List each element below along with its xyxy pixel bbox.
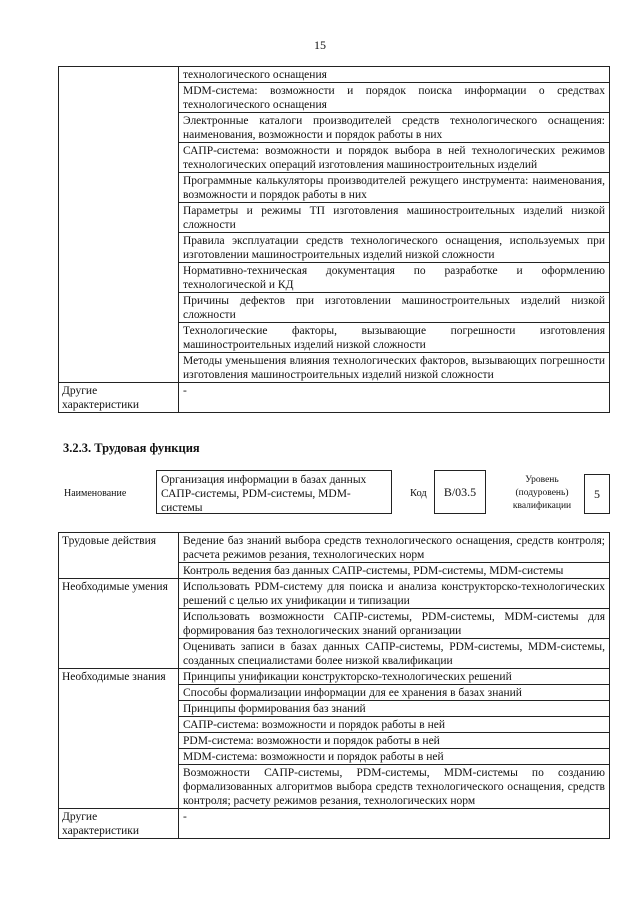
code-value: B/03.5 xyxy=(434,470,486,514)
function-table xyxy=(58,532,610,839)
knowledge-item: Параметры и режимы ТП изготовления машиностроительных изделий низкой сложности xyxy=(179,203,610,233)
table-row xyxy=(59,809,610,839)
other-characteristics-label: Другие характеристики xyxy=(59,809,179,839)
knowledge-item: Технологические факторы, вызывающие погрешности изготовления машиностроительных изделий низкой сложности xyxy=(179,323,610,353)
knowledge-item: Принципы унификации конструкторско-технологических решений xyxy=(179,669,610,685)
skills-label: Необходимые умения xyxy=(59,579,179,669)
knowledge-table-continued xyxy=(58,66,610,413)
knowledge-item: Способы формализации информации для ее хранения в базах знаний xyxy=(179,685,610,701)
knowledge-item: Электронные каталоги производителей средств технологического оснащения: наименования, возможности и порядок работы в них xyxy=(179,113,610,143)
section-title: 3.2.3. Трудовая функция xyxy=(63,441,200,455)
knowledge-item: технологического оснащения xyxy=(179,67,610,83)
name-value: Организация информации в базах данных САПР-системы, PDM-системы, MDM-системы xyxy=(156,470,392,514)
knowledge-item: САПР-система: возможности и порядок работы в ней xyxy=(179,717,610,733)
skill-item: Оценивать записи в базах данных САПР-системы, PDM-системы, MDM-системы, созданных специалистами более низкой квалификации xyxy=(179,639,610,669)
table-row xyxy=(59,383,610,413)
knowledge-item: Правила эксплуатации средств технологического оснащения, используемых при изготовлении машиностроительных изделий низкой сложности xyxy=(179,233,610,263)
skill-item: Использовать PDM-систему для поиска и анализа конструкторско-технологических решений с целью их унификации и типизации xyxy=(179,579,610,609)
labor-action-item: Контроль ведения баз данных САПР-системы, PDM-системы, MDM-системы xyxy=(179,563,610,579)
table-row xyxy=(59,579,610,609)
code-label: Код xyxy=(410,488,427,499)
empty-label-cell xyxy=(59,67,179,383)
knowledge-item: PDM-система: возможности и порядок работы в ней xyxy=(179,733,610,749)
knowledge-item: Возможности САПР-системы, PDM-системы, MDM-системы по созданию формализованных алгоритмов выбора средств технологического оснащения, средств контроля; расчету режимов резания, технологических норм xyxy=(179,765,610,809)
labor-actions-label: Трудовые действия xyxy=(59,533,179,579)
table-row xyxy=(59,67,610,83)
knowledge-item: Причины дефектов при изготовлении машиностроительных изделий низкой сложности xyxy=(179,293,610,323)
name-label: Наименование xyxy=(64,488,127,499)
other-characteristics-value: - xyxy=(179,809,610,839)
knowledge-item: Нормативно-техническая документация по разработке и оформлению технологической и КД xyxy=(179,263,610,293)
table-row xyxy=(59,669,610,685)
knowledge-item: Программные калькуляторы производителей режущего инструмента: наименования, возможности и порядок работы в них xyxy=(179,173,610,203)
function-header xyxy=(58,470,618,522)
other-characteristics-value: - xyxy=(179,383,610,413)
other-characteristics-label: Другие характеристики xyxy=(59,383,179,413)
knowledge-item: Принципы формирования баз знаний xyxy=(179,701,610,717)
level-label: Уровень (подуровень) квалификации xyxy=(512,475,572,511)
labor-action-item: Ведение баз знаний выбора средств технологического оснащения, средств контроля; расчета режимов резания, технологических норм xyxy=(179,533,610,563)
table-row xyxy=(59,533,610,563)
skill-item: Использовать возможности САПР-системы, PDM-системы, MDM-системы для формирования баз технологических знаний организации xyxy=(179,609,610,639)
knowledge-item: MDM-система: возможности и порядок поиска информации о средствах технологического оснащения xyxy=(179,83,610,113)
knowledge-item: САПР-система: возможности и порядок выбора в ней технологических режимов технологических операций изготовления машиностроительных изделий xyxy=(179,143,610,173)
knowledge-item: MDM-система: возможности и порядок работы в ней xyxy=(179,749,610,765)
knowledge-label: Необходимые знания xyxy=(59,669,179,809)
knowledge-item: Методы уменьшения влияния технологических факторов, вызывающих погрешности изготовления машиностроительных изделий низкой сложности xyxy=(179,353,610,383)
level-value: 5 xyxy=(584,474,610,514)
page-number: 15 xyxy=(314,38,326,52)
